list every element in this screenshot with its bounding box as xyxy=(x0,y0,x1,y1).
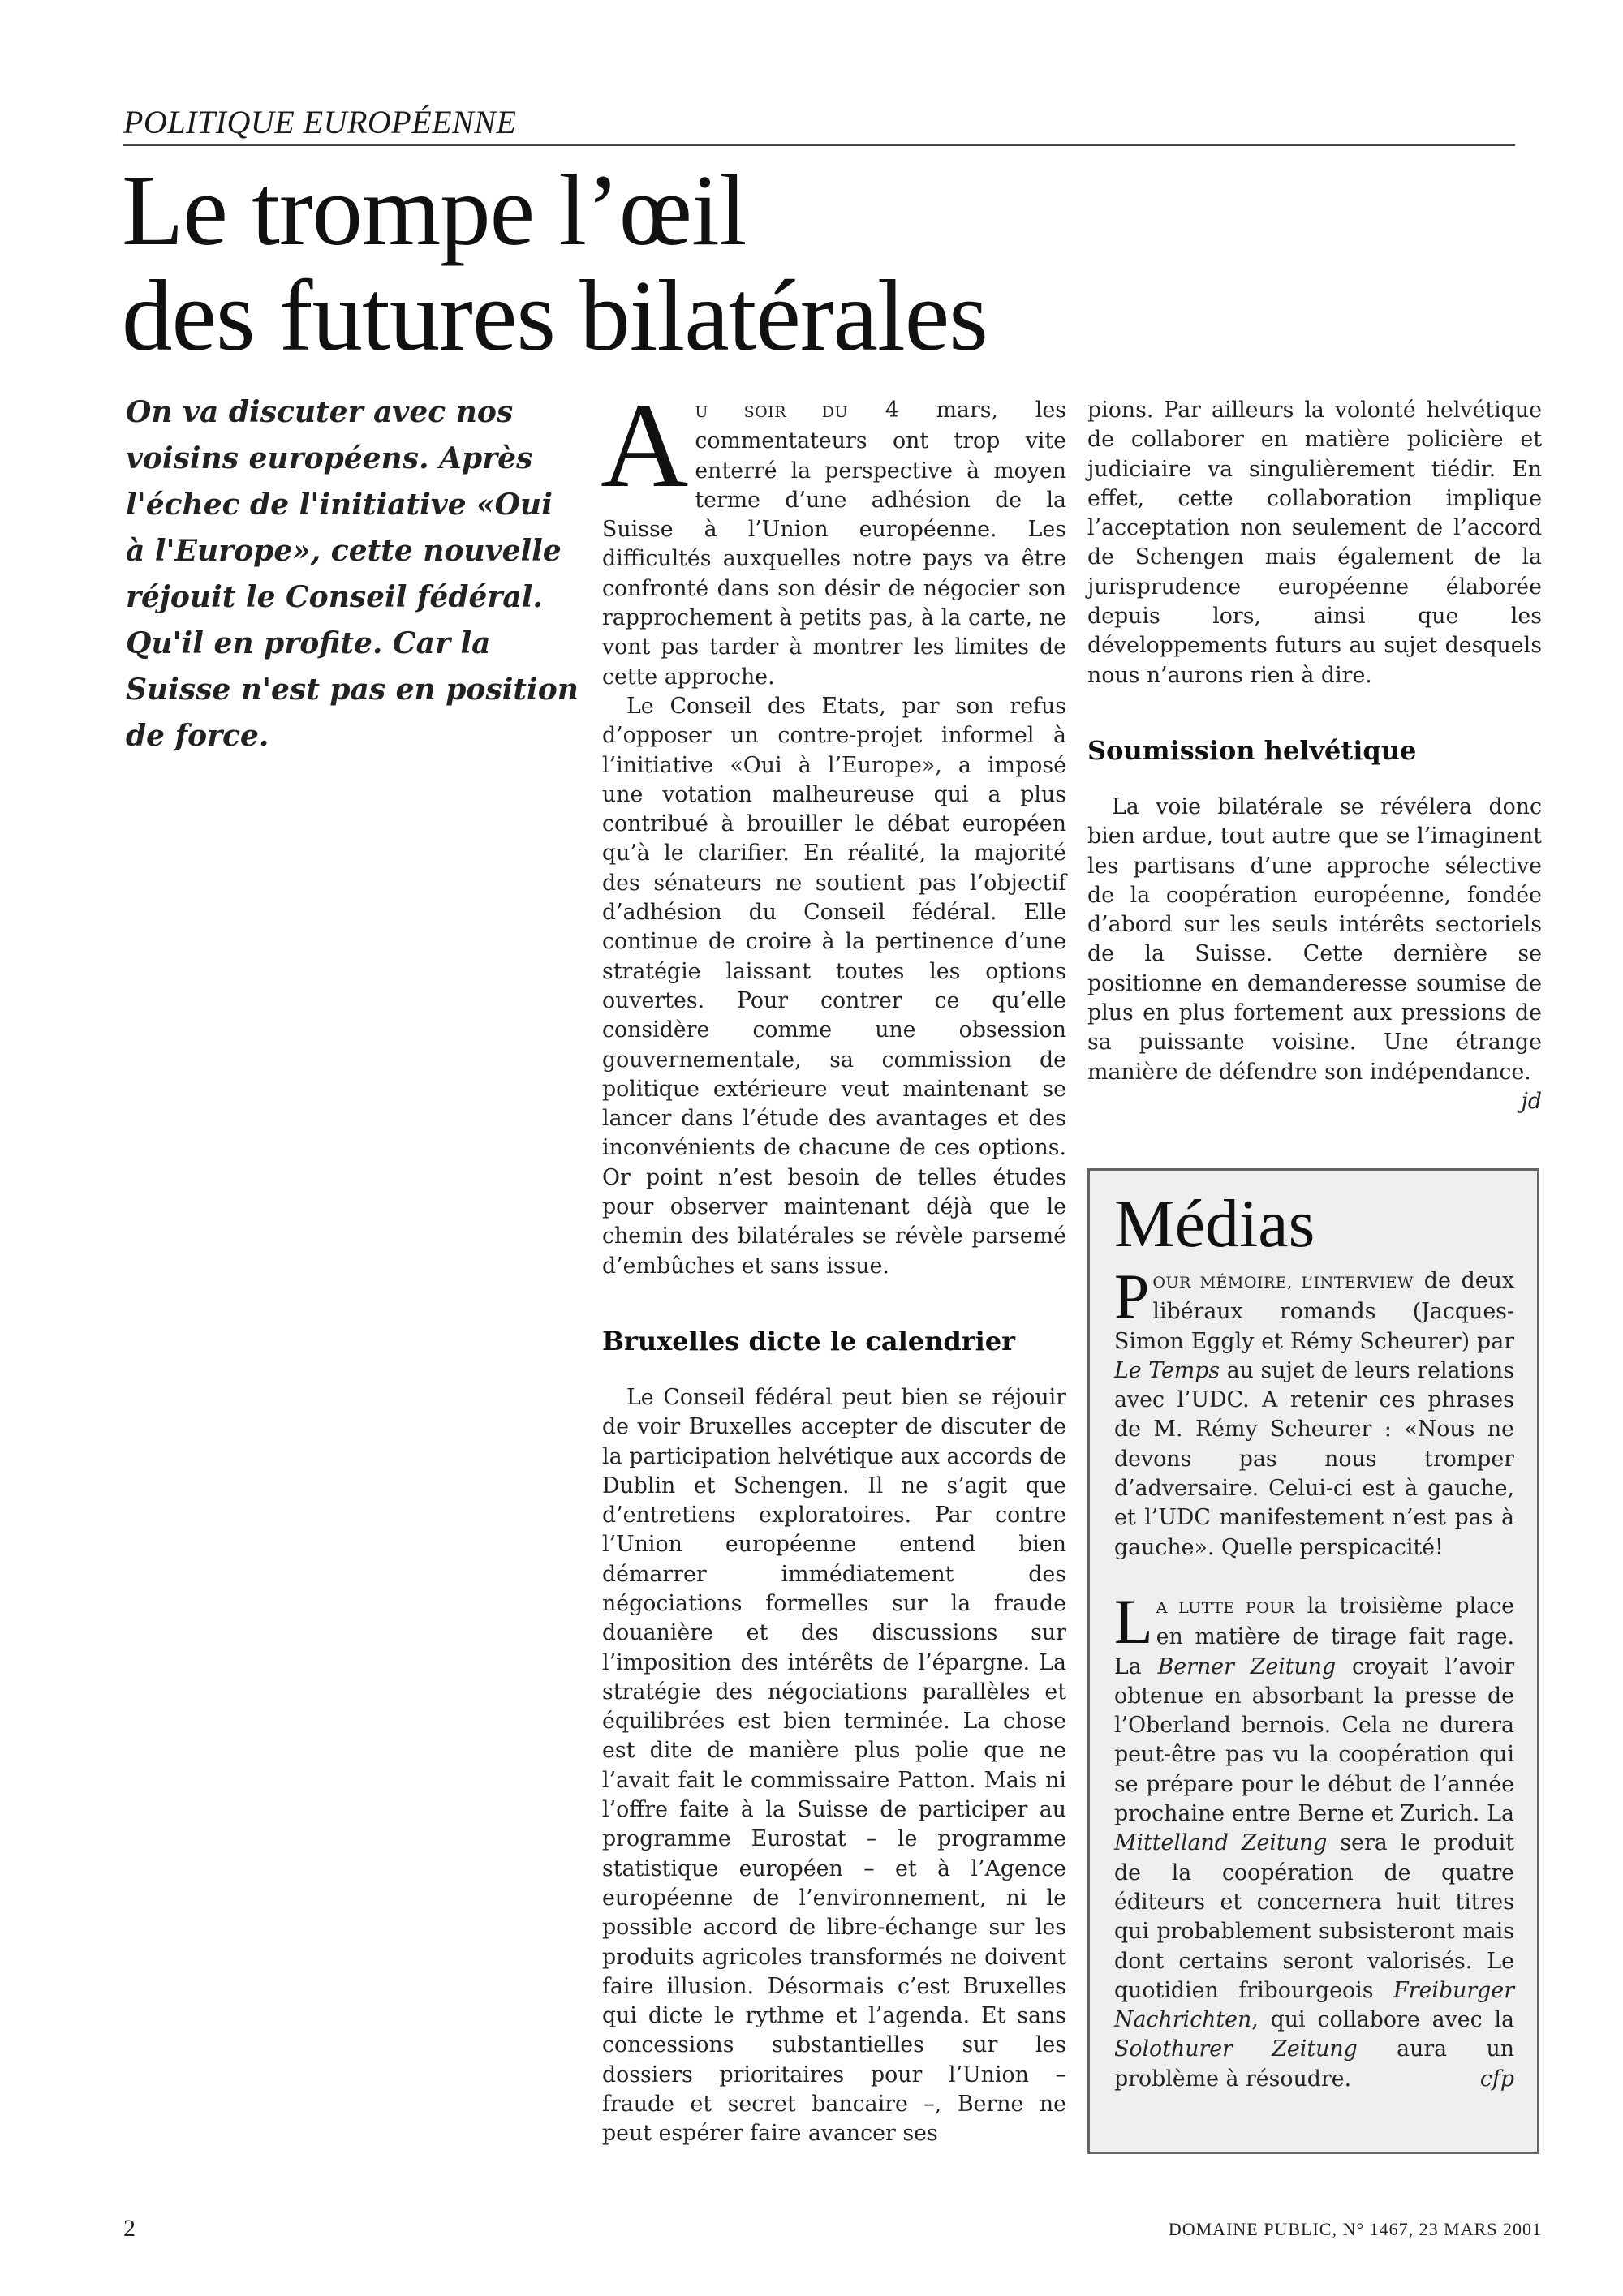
media-source-mittelland-zeitung: Mittelland Zeitung xyxy=(1114,1830,1328,1856)
headline-line-2: des futures bilatérales xyxy=(122,260,988,372)
author-signature: jd xyxy=(1521,1088,1542,1114)
headline-line-1: Le trompe l’œil xyxy=(122,155,747,267)
media-source-berner-zeitung: Berner Zeitung xyxy=(1157,1653,1337,1679)
media-item-2 xyxy=(1114,1585,1515,2094)
media-source-freiburger-nachrichten: Freiburger Nachrichten xyxy=(1114,1977,1514,2033)
article-paragraph-2: Le Conseil des Etats, par son refus d’opposer un contre-projet informel à l’initiative «Oui à l’Europe», a imposé une votation malheureuse qui a plus contribué à brouiller le débat européen qu’à le clarifier. En réalité, la majorité des sénateurs ne soutient pas l’objectif d’adhésion du Conseil fédéral. Elle continue de croire à la pertinence d’une stratégie laissant toutes les options ouvertes. Pour contrer ce qu’elle considère comme une obsession gouvernementale, sa commission de politique extérieure veut maintenant se lancer dans l’étude des avantages et des inconvénients de chacune de ces options. Or point n’est besoin de telles études pour observer maintenant déjà que le chemin des bilatérales se révèle parsemé d’embûches et sans issue. xyxy=(602,693,1066,1279)
section-rubric: POLITIQUE EUROPÉENNE xyxy=(123,102,1515,146)
media-item-2-text-b: croyait l’avoir obtenue en absorbant la presse de l’Oberland bernois. Cela ne durera peut-être pas vu la coopération qui se prépare pour le début de l’année prochaine entre Berne et Zurich. La xyxy=(1114,1653,1514,1827)
media-drop-cap-2: L xyxy=(1114,1585,1153,1657)
media-item-2-text-c: sera le produit de la coopération de quatre éditeurs et concernera huit titres qui probablement subsisteront mais dont certains seront valorisés. Le quotidien fribourgeois xyxy=(1114,1830,1515,2003)
media-item-spacer xyxy=(1114,1563,1514,1592)
media-drop-cap-1: P xyxy=(1114,1261,1150,1331)
media-item-2-text-d: , qui collabore avec la xyxy=(1251,2007,1514,2033)
media-source-le-temps: Le Temps xyxy=(1114,1357,1220,1383)
publication-info: DOMAINE PUBLIC, N° 1467, 23 MARS 2001 xyxy=(1168,2219,1542,2239)
article-paragraph-3-continued: pions. Par ailleurs la volonté helvétique de collaborer en matière policière et judiciaire va singulièrement tiédir. En effet, cette collaboration implique l’acceptation non seulement de l’accord de Schengen mais également de la jurisprudence européenne élaborée depuis lors, ainsi que les développements futurs au sujet desquels nous n’aurons rien à dire. xyxy=(1087,398,1542,688)
media-item-1 xyxy=(1114,1261,1515,1563)
article-lead: On va discuter avec nos voisins européens. Après l'échec de l'initiative «Oui à l'Europe», cette nouvelle réjouit le Conseil fédéral. Qu'il en profite. Car la Suisse n'est pas en position de force. xyxy=(126,395,579,753)
media-title: Médias xyxy=(1114,1186,1315,1262)
paragraph-4-text: La voie bilatérale se révélera donc bien ardue, tout autre que se l’imaginent les partisans d’une approche sélective de la coopération européenne, fondée d’abord sur les seuls intérêts sectoriels de la Suisse. Cette dernière se positionne en demanderesse soumise de plus en plus fortement aux pressions de sa puissante voisine. Une étrange manière de défendre son indépendance. xyxy=(1087,793,1542,1085)
subhead-soumission: Soumission helvétique xyxy=(1087,734,1417,766)
page-number: 2 xyxy=(123,2215,136,2242)
article-column-2 xyxy=(1087,396,1542,1116)
article-paragraph-4 xyxy=(1087,793,1542,1114)
media-sidebar-box xyxy=(1087,1168,1539,2154)
media-source-solothurer-zeitung: Solothurer Zeitung xyxy=(1114,2036,1358,2062)
media-body xyxy=(1114,1261,1515,2094)
media-signature: cfp xyxy=(1479,2066,1514,2092)
media-item-1-text-a: de deux libéraux romands (Jacques-Simon Eggly et Rémy Scheurer) par xyxy=(1114,1268,1514,1354)
article-paragraph-3: Le Conseil fédéral peut bien se réjouir de voir Bruxelles accepter de discuter de la participation helvétique aux accords de Dublin et Schengen. Il ne s’agit que d’entretiens exploratoires. Par contre l’Union européenne entend bien démarrer immédiatement des négociations formelles sur la fraude douanière et des discussions sur l’imposition des intérêts de l’épargne. La stratégie des négociations parallèles et équilibrées est bien terminée. La chose est dite de manière plus polie que ne l’avait fait le commissaire Patton. Mais ni l’offre faite à la Suisse de participer au programme Eurostat – le programme statistique européen – et à l’Agence européenne de l’environnement, ni le possible accord de libre-échange sur les produits agricoles transformés ne doivent faire illusion. Désormais c’est Bruxelles qui dicte le rythme et l’agenda. Et sans concessions substantielles sur les dossiers prioritaires pour l’Union – fraude et secret bancaire –, Berne ne peut espérer faire avancer ses xyxy=(602,1384,1066,2147)
media-item-2-text-e: aura un problème à résoudre. xyxy=(1114,2036,1514,2092)
drop-cap: A xyxy=(601,378,689,513)
article-paragraph-1 xyxy=(601,378,1066,692)
media-item-1-text-b: au sujet de leurs relations avec l’UDC. A retenir ces phrases de M. Rémy Scheurer : «Nous ne devons pas nous tromper d’adversaire. Celui-ci est à gauche, et l’UDC manifestement n’est pas à gauche». Quelle perspicacité! xyxy=(1114,1357,1515,1560)
media-item-2-smallcaps: A LUTTE POUR xyxy=(1156,1598,1295,1617)
media-item-2-text-a: la troisième place en matière de tirage fait rage. La xyxy=(1114,1593,1514,1679)
article-column-1 xyxy=(601,378,1066,2149)
media-item-1-smallcaps: OUR MÉMOIRE, L’INTERVIEW xyxy=(1152,1274,1414,1292)
article-headline xyxy=(122,155,1339,372)
paragraph-1-text: 4 mars, les commentateurs ont trop vite enterré la perspective à moyen terme d’une adhésion de la Suisse à l’Union européenne. Les difficultés auxquelles notre pays va être confronté dans son désir de négocier son rapprochement à petits pas, à la carte, ne vont pas tarder à montrer les limites de cette approche. xyxy=(602,398,1066,690)
opening-smallcaps: U SOIR DU xyxy=(695,403,849,421)
subhead-bruxelles: Bruxelles dicte le calendrier xyxy=(602,1325,1015,1357)
